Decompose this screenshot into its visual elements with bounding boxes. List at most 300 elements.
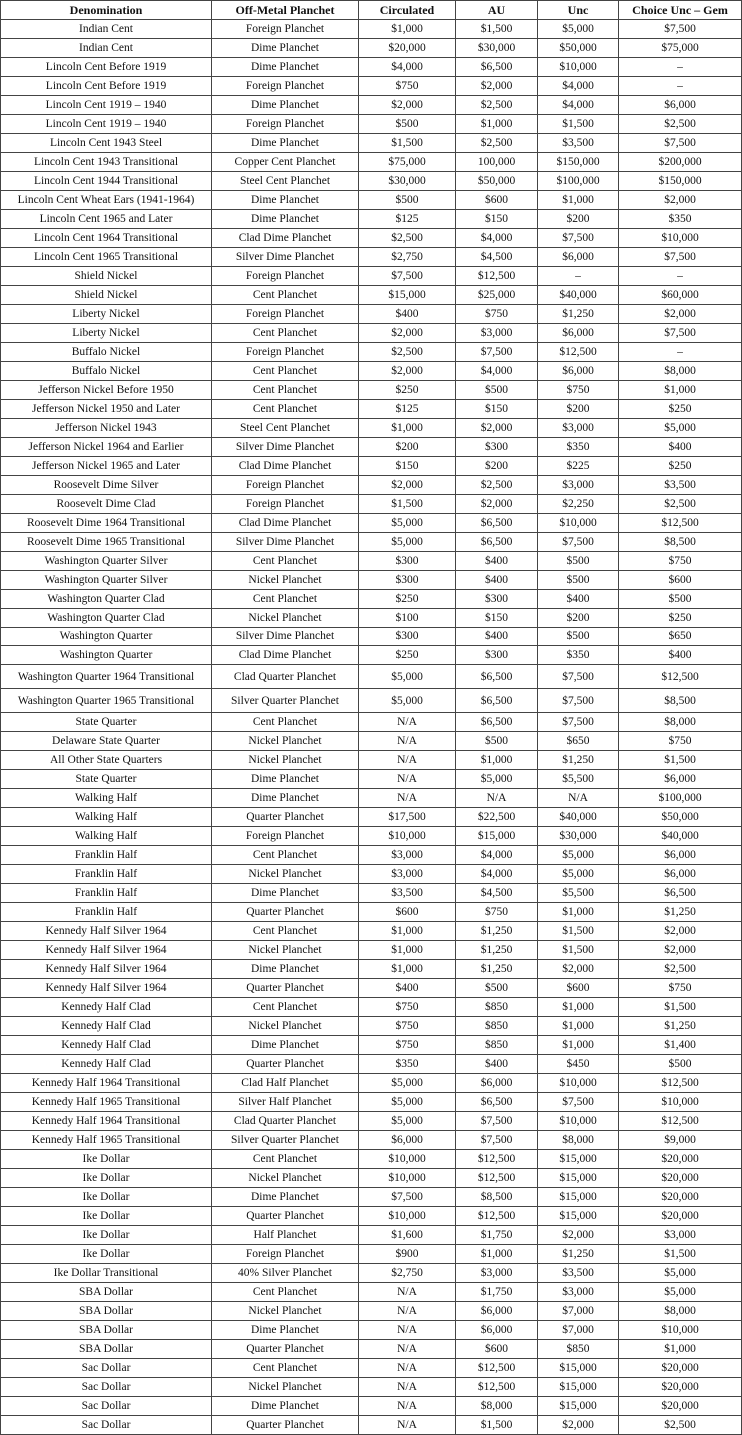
circulated-cell: $2,750	[359, 247, 456, 266]
unc-cell: $5,500	[538, 770, 619, 789]
unc-cell: N/A	[538, 789, 619, 808]
choice-unc-gem-cell: $2,500	[619, 114, 742, 133]
circulated-cell: $1,000	[359, 960, 456, 979]
au-cell: $6,500	[456, 513, 538, 532]
table-row	[1, 209, 742, 228]
table-row	[1, 1093, 742, 1112]
planchet-cell: Dime Planchet	[212, 960, 359, 979]
unc-cell: $10,000	[538, 513, 619, 532]
choice-unc-gem-cell: –	[619, 57, 742, 76]
circulated-cell: $300	[359, 551, 456, 570]
denomination-cell: Jefferson Nickel Before 1950	[1, 380, 212, 399]
denomination-cell: Kennedy Half 1964 Transitional	[1, 1112, 212, 1131]
circulated-cell: $2,000	[359, 475, 456, 494]
unc-cell: $15,000	[538, 1377, 619, 1396]
choice-unc-gem-cell: $1,250	[619, 1017, 742, 1036]
denomination-cell: Kennedy Half Silver 1964	[1, 960, 212, 979]
circulated-cell: $750	[359, 76, 456, 95]
circulated-cell: $900	[359, 1245, 456, 1264]
au-cell: $2,500	[456, 475, 538, 494]
choice-unc-gem-cell: $2,000	[619, 922, 742, 941]
unc-cell: $15,000	[538, 1150, 619, 1169]
table-row	[1, 1245, 742, 1264]
circulated-cell: N/A	[359, 1396, 456, 1415]
table-row	[1, 732, 742, 751]
planchet-cell: Quarter Planchet	[212, 903, 359, 922]
au-cell: $750	[456, 304, 538, 323]
denomination-cell: Jefferson Nickel 1950 and Later	[1, 399, 212, 418]
planchet-cell: Cent Planchet	[212, 285, 359, 304]
au-cell: $30,000	[456, 38, 538, 57]
denomination-cell: Washington Quarter Silver	[1, 570, 212, 589]
unc-cell: $200	[538, 209, 619, 228]
planchet-cell: Silver Dime Planchet	[212, 532, 359, 551]
denomination-cell: Kennedy Half Silver 1964	[1, 922, 212, 941]
denomination-cell: Franklin Half	[1, 903, 212, 922]
unc-cell: $5,500	[538, 884, 619, 903]
denomination-cell: Kennedy Half Clad	[1, 1017, 212, 1036]
au-cell: $6,500	[456, 1093, 538, 1112]
circulated-cell: N/A	[359, 789, 456, 808]
circulated-cell: $10,000	[359, 1169, 456, 1188]
unc-cell: $3,000	[538, 418, 619, 437]
table-row	[1, 190, 742, 209]
unc-cell: $7,000	[538, 1301, 619, 1320]
unc-cell: $2,250	[538, 494, 619, 513]
planchet-cell: Steel Cent Planchet	[212, 418, 359, 437]
planchet-cell: Cent Planchet	[212, 922, 359, 941]
denomination-cell: Roosevelt Dime 1964 Transitional	[1, 513, 212, 532]
unc-cell: $500	[538, 627, 619, 646]
choice-unc-gem-cell: $20,000	[619, 1377, 742, 1396]
unc-cell: $1,000	[538, 1036, 619, 1055]
table-row	[1, 770, 742, 789]
choice-unc-gem-cell: $2,500	[619, 494, 742, 513]
planchet-cell: Dime Planchet	[212, 133, 359, 152]
planchet-cell: Dime Planchet	[212, 38, 359, 57]
circulated-cell: $4,000	[359, 57, 456, 76]
unc-cell: $4,000	[538, 95, 619, 114]
choice-unc-gem-cell: $75,000	[619, 38, 742, 57]
au-cell: $25,000	[456, 285, 538, 304]
denomination-cell: Lincoln Cent 1944 Transitional	[1, 171, 212, 190]
choice-unc-gem-cell: –	[619, 266, 742, 285]
au-cell: $500	[456, 380, 538, 399]
unc-cell: $4,000	[538, 76, 619, 95]
denomination-cell: Lincoln Cent 1964 Transitional	[1, 228, 212, 247]
denomination-cell: SBA Dollar	[1, 1339, 212, 1358]
au-cell: $1,750	[456, 1283, 538, 1302]
au-cell: $6,500	[456, 689, 538, 713]
planchet-cell: Clad Half Planchet	[212, 1074, 359, 1093]
denomination-cell: State Quarter	[1, 713, 212, 732]
unc-cell: $10,000	[538, 57, 619, 76]
au-cell: $150	[456, 608, 538, 627]
denomination-cell: All Other State Quarters	[1, 751, 212, 770]
denomination-cell: SBA Dollar	[1, 1301, 212, 1320]
planchet-cell: Dime Planchet	[212, 1396, 359, 1415]
denomination-cell: Ike Dollar	[1, 1150, 212, 1169]
circulated-cell: $400	[359, 304, 456, 323]
table-row	[1, 95, 742, 114]
au-cell: $1,250	[456, 941, 538, 960]
circulated-cell: $500	[359, 190, 456, 209]
planchet-cell: Nickel Planchet	[212, 1301, 359, 1320]
table-row	[1, 133, 742, 152]
table-row	[1, 941, 742, 960]
au-cell: $8,000	[456, 1396, 538, 1415]
circulated-cell: $500	[359, 114, 456, 133]
choice-unc-gem-cell: $20,000	[619, 1188, 742, 1207]
unc-cell: $50,000	[538, 38, 619, 57]
table-row	[1, 513, 742, 532]
table-row	[1, 152, 742, 171]
circulated-cell: $7,500	[359, 266, 456, 285]
unc-cell: $1,250	[538, 751, 619, 770]
choice-unc-gem-cell: $1,500	[619, 998, 742, 1017]
unc-cell: $150,000	[538, 152, 619, 171]
unc-cell: $3,000	[538, 1283, 619, 1302]
au-cell: $6,000	[456, 1301, 538, 1320]
table-row	[1, 827, 742, 846]
header-cell: Choice Unc – Gem	[619, 1, 742, 20]
planchet-cell: Foreign Planchet	[212, 342, 359, 361]
choice-unc-gem-cell: $12,500	[619, 1112, 742, 1131]
table-row	[1, 1226, 742, 1245]
choice-unc-gem-cell: $200,000	[619, 152, 742, 171]
unc-cell: $850	[538, 1339, 619, 1358]
unc-cell: $600	[538, 979, 619, 998]
unc-cell: $10,000	[538, 1074, 619, 1093]
choice-unc-gem-cell: $10,000	[619, 228, 742, 247]
unc-cell: $500	[538, 551, 619, 570]
planchet-cell: Copper Cent Planchet	[212, 152, 359, 171]
planchet-cell: Foreign Planchet	[212, 827, 359, 846]
planchet-cell: Foreign Planchet	[212, 114, 359, 133]
table-row	[1, 1131, 742, 1150]
circulated-cell: $1,000	[359, 941, 456, 960]
choice-unc-gem-cell: $20,000	[619, 1150, 742, 1169]
table-row	[1, 846, 742, 865]
circulated-cell: N/A	[359, 770, 456, 789]
choice-unc-gem-cell: $500	[619, 589, 742, 608]
circulated-cell: N/A	[359, 1377, 456, 1396]
planchet-cell: Dime Planchet	[212, 1320, 359, 1339]
circulated-cell: $1,600	[359, 1226, 456, 1245]
planchet-cell: Silver Quarter Planchet	[212, 1131, 359, 1150]
au-cell: $6,500	[456, 57, 538, 76]
au-cell: 100,000	[456, 152, 538, 171]
table-row	[1, 1320, 742, 1339]
choice-unc-gem-cell: $400	[619, 437, 742, 456]
table-row	[1, 285, 742, 304]
unc-cell: $15,000	[538, 1396, 619, 1415]
circulated-cell: $15,000	[359, 285, 456, 304]
au-cell: $4,000	[456, 846, 538, 865]
unc-cell: $7,000	[538, 1320, 619, 1339]
table-row	[1, 475, 742, 494]
choice-unc-gem-cell: $5,000	[619, 1283, 742, 1302]
unc-cell: $7,500	[538, 689, 619, 713]
circulated-cell: $2,000	[359, 95, 456, 114]
table-row	[1, 608, 742, 627]
table-row	[1, 1339, 742, 1358]
table-row	[1, 171, 742, 190]
denomination-cell: Kennedy Half 1964 Transitional	[1, 1074, 212, 1093]
unc-cell: $6,000	[538, 361, 619, 380]
denomination-cell: Lincoln Cent Before 1919	[1, 57, 212, 76]
choice-unc-gem-cell: $2,500	[619, 960, 742, 979]
table-row	[1, 323, 742, 342]
planchet-cell: Silver Dime Planchet	[212, 247, 359, 266]
au-cell: $4,000	[456, 865, 538, 884]
au-cell: $6,000	[456, 1074, 538, 1093]
choice-unc-gem-cell: $250	[619, 456, 742, 475]
planchet-cell: Foreign Planchet	[212, 1245, 359, 1264]
au-cell: $7,500	[456, 1131, 538, 1150]
circulated-cell: $750	[359, 1036, 456, 1055]
table-row	[1, 689, 742, 713]
table-row	[1, 1301, 742, 1320]
choice-unc-gem-cell: $750	[619, 551, 742, 570]
table-row	[1, 589, 742, 608]
denomination-cell: Walking Half	[1, 789, 212, 808]
unc-cell: $7,500	[538, 228, 619, 247]
table-row	[1, 1112, 742, 1131]
au-cell: $6,500	[456, 665, 538, 689]
unc-cell: $12,500	[538, 342, 619, 361]
planchet-cell: Nickel Planchet	[212, 732, 359, 751]
denomination-cell: Kennedy Half Clad	[1, 1036, 212, 1055]
unc-cell: –	[538, 266, 619, 285]
au-cell: $12,500	[456, 1207, 538, 1226]
planchet-cell: Dime Planchet	[212, 1036, 359, 1055]
planchet-cell: Clad Dime Planchet	[212, 513, 359, 532]
choice-unc-gem-cell: $7,500	[619, 20, 742, 39]
unc-cell: $3,500	[538, 133, 619, 152]
denomination-cell: Franklin Half	[1, 884, 212, 903]
au-cell: $12,500	[456, 1377, 538, 1396]
au-cell: $2,000	[456, 418, 538, 437]
circulated-cell: $1,500	[359, 494, 456, 513]
header-row	[1, 1, 742, 20]
au-cell: $850	[456, 1036, 538, 1055]
table-row	[1, 38, 742, 57]
circulated-cell: $5,000	[359, 1093, 456, 1112]
denomination-cell: Indian Cent	[1, 20, 212, 39]
circulated-cell: $20,000	[359, 38, 456, 57]
denomination-cell: Washington Quarter 1964 Transitional	[1, 665, 212, 689]
choice-unc-gem-cell: $100,000	[619, 789, 742, 808]
denomination-cell: SBA Dollar	[1, 1283, 212, 1302]
denomination-cell: Buffalo Nickel	[1, 361, 212, 380]
denomination-cell: State Quarter	[1, 770, 212, 789]
circulated-cell: $7,500	[359, 1188, 456, 1207]
table-row	[1, 1036, 742, 1055]
au-cell: $12,500	[456, 266, 538, 285]
denomination-cell: Ike Dollar Transitional	[1, 1264, 212, 1283]
au-cell: $8,500	[456, 1188, 538, 1207]
choice-unc-gem-cell: $8,000	[619, 713, 742, 732]
circulated-cell: N/A	[359, 713, 456, 732]
planchet-cell: Dime Planchet	[212, 95, 359, 114]
au-cell: $7,500	[456, 1112, 538, 1131]
circulated-cell: $100	[359, 608, 456, 627]
unc-cell: $15,000	[538, 1188, 619, 1207]
au-cell: $7,500	[456, 342, 538, 361]
circulated-cell: $5,000	[359, 1112, 456, 1131]
denomination-cell: Sac Dollar	[1, 1415, 212, 1434]
table-row	[1, 1415, 742, 1434]
planchet-cell: Quarter Planchet	[212, 808, 359, 827]
planchet-cell: Clad Quarter Planchet	[212, 1112, 359, 1131]
circulated-cell: $2,000	[359, 361, 456, 380]
au-cell: $6,000	[456, 1320, 538, 1339]
unc-cell: $10,000	[538, 1112, 619, 1131]
table-row	[1, 1169, 742, 1188]
choice-unc-gem-cell: $6,000	[619, 770, 742, 789]
unc-cell: $350	[538, 437, 619, 456]
planchet-cell: Dime Planchet	[212, 57, 359, 76]
table-row	[1, 979, 742, 998]
au-cell: $2,500	[456, 95, 538, 114]
unc-cell: $2,000	[538, 1415, 619, 1434]
planchet-cell: Dime Planchet	[212, 789, 359, 808]
choice-unc-gem-cell: $12,500	[619, 665, 742, 689]
circulated-cell: N/A	[359, 1415, 456, 1434]
choice-unc-gem-cell: $8,500	[619, 689, 742, 713]
circulated-cell: $30,000	[359, 171, 456, 190]
unc-cell: $1,500	[538, 941, 619, 960]
table-row	[1, 1188, 742, 1207]
circulated-cell: $125	[359, 209, 456, 228]
au-cell: $50,000	[456, 171, 538, 190]
choice-unc-gem-cell: $2,000	[619, 190, 742, 209]
table-row	[1, 456, 742, 475]
circulated-cell: $125	[359, 399, 456, 418]
circulated-cell: $200	[359, 437, 456, 456]
table-row	[1, 399, 742, 418]
unc-cell: $1,250	[538, 1245, 619, 1264]
circulated-cell: $5,000	[359, 513, 456, 532]
choice-unc-gem-cell: $1,000	[619, 380, 742, 399]
choice-unc-gem-cell: $12,500	[619, 1074, 742, 1093]
planchet-cell: Half Planchet	[212, 1226, 359, 1245]
table-row	[1, 304, 742, 323]
denomination-cell: Lincoln Cent 1965 Transitional	[1, 247, 212, 266]
choice-unc-gem-cell: $3,000	[619, 1226, 742, 1245]
planchet-cell: Cent Planchet	[212, 998, 359, 1017]
unc-cell: $100,000	[538, 171, 619, 190]
circulated-cell: $750	[359, 1017, 456, 1036]
table-row	[1, 1150, 742, 1169]
unc-cell: $3,000	[538, 475, 619, 494]
table-row	[1, 494, 742, 513]
circulated-cell: $2,750	[359, 1264, 456, 1283]
unc-cell: $15,000	[538, 1358, 619, 1377]
choice-unc-gem-cell: $8,500	[619, 532, 742, 551]
planchet-cell: Clad Dime Planchet	[212, 646, 359, 665]
au-cell: $12,500	[456, 1358, 538, 1377]
choice-unc-gem-cell: $250	[619, 608, 742, 627]
circulated-cell: $10,000	[359, 1150, 456, 1169]
circulated-cell: $400	[359, 979, 456, 998]
choice-unc-gem-cell: $20,000	[619, 1207, 742, 1226]
denomination-cell: Delaware State Quarter	[1, 732, 212, 751]
choice-unc-gem-cell: $50,000	[619, 808, 742, 827]
denomination-cell: Kennedy Half Silver 1964	[1, 941, 212, 960]
planchet-cell: Nickel Planchet	[212, 941, 359, 960]
au-cell: $4,500	[456, 247, 538, 266]
circulated-cell: $3,000	[359, 865, 456, 884]
choice-unc-gem-cell: $400	[619, 646, 742, 665]
circulated-cell: $250	[359, 380, 456, 399]
planchet-cell: Nickel Planchet	[212, 608, 359, 627]
planchet-cell: Cent Planchet	[212, 589, 359, 608]
choice-unc-gem-cell: $2,500	[619, 1415, 742, 1434]
circulated-cell: $1,000	[359, 20, 456, 39]
unc-cell: $750	[538, 380, 619, 399]
unc-cell: $30,000	[538, 827, 619, 846]
planchet-cell: Cent Planchet	[212, 1358, 359, 1377]
planchet-cell: Quarter Planchet	[212, 1339, 359, 1358]
planchet-cell: Dime Planchet	[212, 190, 359, 209]
denomination-cell: Kennedy Half Clad	[1, 998, 212, 1017]
unc-cell: $5,000	[538, 20, 619, 39]
au-cell: $1,500	[456, 20, 538, 39]
denomination-cell: Washington Quarter 1965 Transitional	[1, 689, 212, 713]
table-row	[1, 551, 742, 570]
planchet-cell: Foreign Planchet	[212, 475, 359, 494]
table-row	[1, 1283, 742, 1302]
choice-unc-gem-cell: $750	[619, 732, 742, 751]
denomination-cell: Ike Dollar	[1, 1245, 212, 1264]
denomination-cell: Jefferson Nickel 1943	[1, 418, 212, 437]
au-cell: $400	[456, 570, 538, 589]
au-cell: $5,000	[456, 770, 538, 789]
planchet-cell: Foreign Planchet	[212, 304, 359, 323]
unc-cell: $1,000	[538, 903, 619, 922]
au-cell: $200	[456, 456, 538, 475]
unc-cell: $1,500	[538, 114, 619, 133]
au-cell: $1,500	[456, 1415, 538, 1434]
denomination-cell: Liberty Nickel	[1, 304, 212, 323]
unc-cell: $15,000	[538, 1207, 619, 1226]
denomination-cell: Lincoln Cent 1919 – 1940	[1, 95, 212, 114]
table-row	[1, 342, 742, 361]
planchet-cell: Silver Dime Planchet	[212, 437, 359, 456]
au-cell: $400	[456, 627, 538, 646]
circulated-cell: N/A	[359, 1320, 456, 1339]
denomination-cell: Washington Quarter Clad	[1, 589, 212, 608]
denomination-cell: Franklin Half	[1, 865, 212, 884]
planchet-cell: Foreign Planchet	[212, 266, 359, 285]
table-row	[1, 1358, 742, 1377]
table-row	[1, 865, 742, 884]
au-cell: $1,750	[456, 1226, 538, 1245]
header-cell: Unc	[538, 1, 619, 20]
denomination-cell: Walking Half	[1, 827, 212, 846]
choice-unc-gem-cell: $250	[619, 399, 742, 418]
circulated-cell: $2,500	[359, 342, 456, 361]
au-cell: $22,500	[456, 808, 538, 827]
planchet-cell: Silver Dime Planchet	[212, 627, 359, 646]
unc-cell: $6,000	[538, 323, 619, 342]
circulated-cell: N/A	[359, 732, 456, 751]
planchet-cell: Cent Planchet	[212, 551, 359, 570]
unc-cell: $400	[538, 589, 619, 608]
au-cell: $1,000	[456, 751, 538, 770]
